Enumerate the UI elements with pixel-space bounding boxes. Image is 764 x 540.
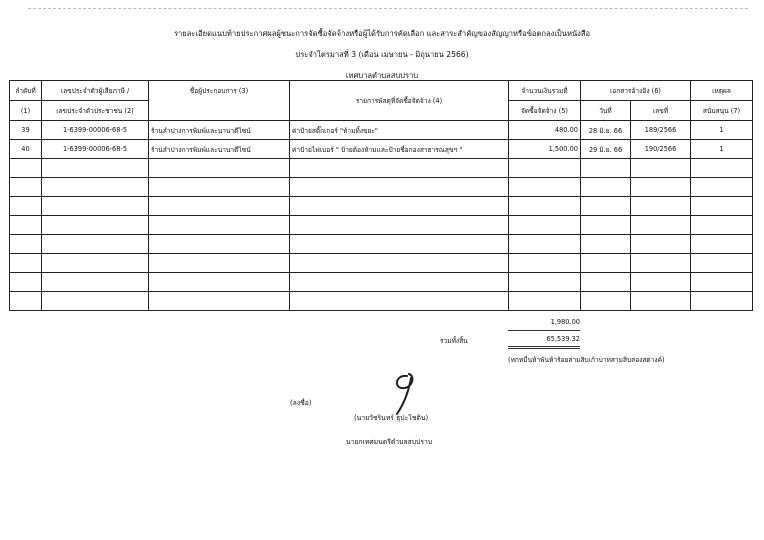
empty-row <box>10 197 753 216</box>
subtotal-underline <box>508 330 580 331</box>
cell-reason: 1 <box>691 140 753 159</box>
quarter-line: ประจำไตรมาสที่ 3 (เดือน เมษายน - มิถุนายน 2566) <box>295 50 469 59</box>
subtotal-value: 1,980.00 <box>550 318 580 326</box>
cell-reason: 1 <box>691 121 753 140</box>
cell-vendor: ร้านลำปางการพิมพ์และนานาดีไซน์ <box>149 121 290 140</box>
cell-item: ค่าป้ายไฟเบอร์ " ป้ายต้องห้ามและป้ายชื่อกองสาธารณสุขฯ " <box>290 140 509 159</box>
table-row <box>10 121 753 140</box>
header-amount-sub: จัดซื้อจัดจ้าง (5) <box>509 101 581 121</box>
cell-no: 40 <box>10 140 42 159</box>
top-dashed-line <box>28 8 748 9</box>
cell-date: 29 มิ.ย. 66 <box>581 140 631 159</box>
empty-row <box>10 178 753 197</box>
organization-name: เทศบาลตำบลสบปราบ <box>345 71 419 80</box>
cell-amount: 1,500.00 <box>509 140 581 159</box>
header-ref-date: วันที่ <box>581 101 631 121</box>
cell-no: 39 <box>10 121 42 140</box>
grand-total-value: 65,539.32 <box>546 335 580 343</box>
sign-label: (ลงชื่อ) <box>290 399 312 407</box>
cell-ref-no: 189/2566 <box>631 121 691 140</box>
total-in-words: (หกหมื่นห้าพันห้าร้อยสามสิบเก้าบาทสามสิบสองสตางค์) <box>508 356 665 364</box>
procurement-table <box>9 80 753 311</box>
cell-amount: 480.00 <box>509 121 581 140</box>
header-vendor: ชื่อผู้ประกอบการ (3) <box>149 81 290 121</box>
header-reason: เหตุผล <box>691 81 753 101</box>
table-row <box>10 140 753 159</box>
cell-item: ค่าป้ายสติ๊กเกอร์ "ห้ามทิ้งขยะ" <box>290 121 509 140</box>
empty-row <box>10 235 753 254</box>
cell-ref-no: 190/2566 <box>631 140 691 159</box>
signer-position: นายกเทศมนตรีตำบลสบปราบ <box>346 438 433 446</box>
grand-total-underline <box>508 346 580 347</box>
header-ref-no: เลขที่ <box>631 101 691 121</box>
header-taxid: เลขประจำตัวผู้เสียภาษี / <box>42 81 149 101</box>
grand-total-label: รวมทั้งสิ้น <box>440 337 468 345</box>
signer-name: (นายวัชรินทร์ ธุปะโชติน) <box>354 414 429 422</box>
document-title: รายละเอียดแนบท้ายประกาศผลผู้ชนะการจัดซื้อจัดจ้างหรือผู้ได้รับการคัดเลือก และสาระสำคัญของสัญญาหรือข้อตกลงเป็นหนังสือ <box>173 29 591 38</box>
header-amount: จำนวนเงินรวมที่ <box>509 81 581 101</box>
cell-taxid: 1-6399-00006-68-5 <box>42 140 149 159</box>
cell-vendor: ร้านลำปางการพิมพ์และนานาดีไซน์ <box>149 140 290 159</box>
header-no: ลำดับที่ <box>10 81 42 101</box>
header-reason-sub: สนับสนุน (7) <box>691 101 753 121</box>
empty-row <box>10 159 753 178</box>
empty-row <box>10 273 753 292</box>
header-item: รายการพัสดุที่จัดซื้อจัดจ้าง (4) <box>290 81 509 121</box>
handwritten-signature <box>385 370 425 418</box>
header-no-sub: (1) <box>10 101 42 121</box>
cell-date: 28 มิ.ย. 66 <box>581 121 631 140</box>
header-ref: เอกสารอ้างอิง (6) <box>581 81 691 101</box>
empty-row <box>10 254 753 273</box>
cell-taxid: 1-6399-00006-68-5 <box>42 121 149 140</box>
empty-row <box>10 292 753 311</box>
header-taxid-sub: เลขประจำตัวประชาชน (2) <box>42 101 149 121</box>
grand-total-double-underline <box>508 348 580 349</box>
empty-row <box>10 216 753 235</box>
